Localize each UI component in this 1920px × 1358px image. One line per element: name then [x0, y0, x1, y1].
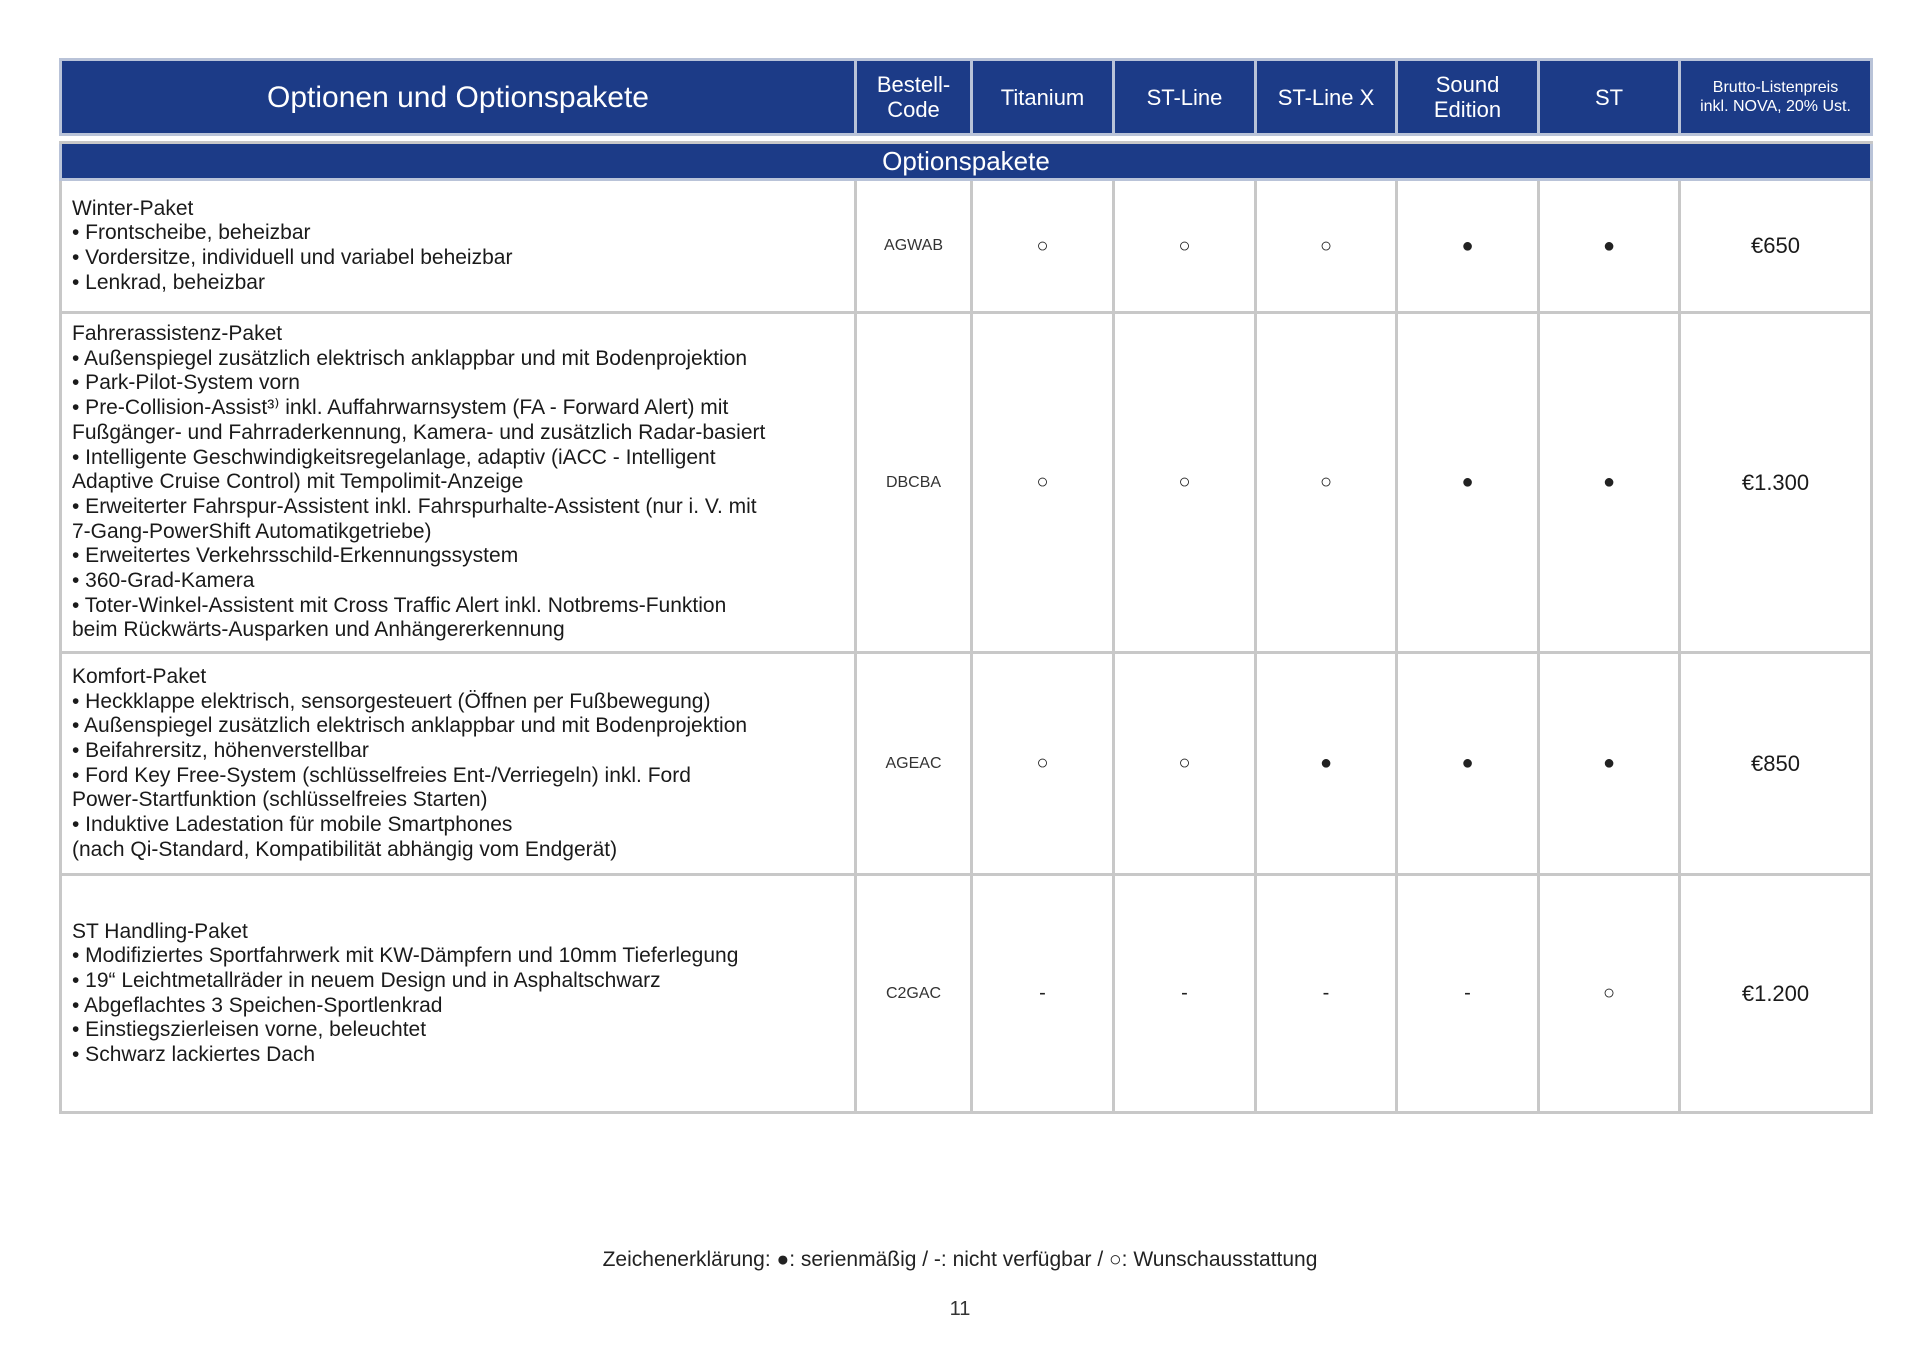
package-name: Fahrerassistenz-Paket [72, 322, 283, 345]
header-st-line: ST-Line [1114, 60, 1256, 135]
package-feature: • Beifahrersitz, höhenverstellbar [72, 738, 369, 762]
package-feature: • 360-Grad-Kamera [72, 569, 255, 593]
order-code: DBCBA [856, 313, 972, 653]
package-feature: • Pre-Collision-Assist³⁾ inkl. Auffahrwarnsystem (FA - Forward Alert) mit [72, 396, 729, 420]
availability-mark: ○ [1539, 875, 1680, 1113]
package-description [61, 180, 856, 313]
availability-mark: ○ [1114, 653, 1256, 875]
availability-mark: ○ [1114, 180, 1256, 313]
package-feature: Fußgänger- und Fahrraderkennung, Kamera- und zusätzlich Radar-basiert [72, 420, 766, 444]
order-code: AGWAB [856, 180, 972, 313]
package-description [61, 875, 856, 1113]
package-feature: • Lenkrad, beheizbar [72, 270, 265, 294]
availability-mark: ● [1397, 313, 1539, 653]
availability-mark: - [1114, 875, 1256, 1113]
package-feature: • Erweiterter Fahrspur-Assistent inkl. Fahrspurhalte-Assistent (nur i. V. mit [72, 494, 757, 518]
package-feature: • Park-Pilot-System vorn [72, 371, 300, 395]
package-feature: • Heckklappe elektrisch, sensorgesteuert (Öffnen per Fußbewegung) [72, 689, 711, 713]
availability-mark: ○ [1256, 313, 1397, 653]
availability-mark: ○ [1256, 180, 1397, 313]
header-row [61, 60, 1872, 135]
package-description [61, 653, 856, 875]
availability-mark: - [972, 875, 1114, 1113]
table-title: Optionen und Optionspakete [61, 60, 856, 135]
package-name: ST Handling-Paket [72, 919, 248, 943]
package-feature: beim Rückwärts-Ausparken und Anhängererkennung [72, 618, 565, 642]
availability-mark: ○ [972, 313, 1114, 653]
package-feature: • Induktive Ladestation für mobile Smartphones [72, 813, 513, 837]
availability-mark: ● [1539, 653, 1680, 875]
package-name: Komfort-Paket [72, 664, 207, 688]
availability-mark: - [1256, 875, 1397, 1113]
availability-mark: - [1397, 875, 1539, 1113]
package-feature: • Ford Key Free-System (schlüsselfreies Ent-/Verriegeln) inkl. Ford [72, 763, 691, 787]
package-feature: • Frontscheibe, beheizbar [72, 221, 311, 245]
header-price: Brutto-Listenpreis inkl. NOVA, 20% Ust. [1680, 60, 1872, 135]
availability-mark: ● [1397, 180, 1539, 313]
availability-mark: ● [1397, 653, 1539, 875]
availability-mark: ○ [972, 180, 1114, 313]
package-feature: • Abgeflachtes 3 Speichen-Sportlenkrad [72, 993, 443, 1017]
package-feature: • Vordersitze, individuell und variabel beheizbar [72, 246, 513, 269]
header-titanium: Titanium [972, 60, 1114, 135]
package-name: Winter-Paket [72, 196, 194, 220]
package-price: €850 [1680, 653, 1872, 875]
table-row [61, 875, 1872, 1113]
package-feature: 7-Gang-PowerShift Automatikgetriebe) [72, 519, 432, 543]
package-feature: • Erweitertes Verkehrsschild-Erkennungssystem [72, 544, 519, 568]
header-st: ST [1539, 60, 1680, 135]
package-feature: • Außenspiegel zusätzlich elektrisch anklappbar und mit Bodenprojektion [72, 346, 748, 370]
order-code: AGEAC [856, 653, 972, 875]
package-feature: • Einstiegszierleisen vorne, beleuchtet [72, 1018, 427, 1042]
availability-mark: ● [1256, 653, 1397, 875]
table-row [61, 180, 1872, 313]
package-feature: (nach Qi-Standard, Kompatibilität abhängig vom Endgerät) [72, 837, 618, 861]
table-row [61, 313, 1872, 653]
availability-mark: ● [1539, 180, 1680, 313]
package-feature: • 19“ Leichtmetallräder in neuem Design und in Asphaltschwarz [72, 968, 661, 992]
table-row [61, 653, 1872, 875]
header-sound-edition: Sound Edition [1397, 60, 1539, 135]
availability-mark: ○ [972, 653, 1114, 875]
header-order-code: Bestell- Code [856, 60, 972, 135]
package-feature: • Toter-Winkel-Assistent mit Cross Traffic Alert inkl. Notbrems-Funktion [72, 593, 727, 617]
package-feature: • Modifiziertes Sportfahrwerk mit KW-Dämpfern und 10mm Tieferlegung [72, 944, 739, 968]
package-price: €650 [1680, 180, 1872, 313]
package-price: €1.300 [1680, 313, 1872, 653]
availability-mark: ● [1539, 313, 1680, 653]
package-feature: • Intelligente Geschwindigkeitsregelanlage, adaptiv (iACC - Intelligent [72, 445, 716, 469]
package-description [61, 313, 856, 653]
header-st-line-x: ST-Line X [1256, 60, 1397, 135]
package-price: €1.200 [1680, 875, 1872, 1113]
package-feature: Adaptive Cruise Control) mit Tempolimit-Anzeige [72, 470, 524, 494]
package-feature: Power-Startfunktion (schlüsselfreies Starten) [72, 788, 488, 812]
section-title: Optionspakete [61, 143, 1872, 180]
package-feature: • Schwarz lackiertes Dach [72, 1043, 316, 1067]
order-code: C2GAC [856, 875, 972, 1113]
legend: Zeichenerklärung: ●: serienmäßig / -: nicht verfügbar / ○: Wunschausstattung [602, 1248, 1318, 1271]
section-header [61, 143, 1872, 180]
availability-mark: ○ [1114, 313, 1256, 653]
page-number: 11 [949, 1298, 971, 1320]
options-table [59, 58, 1873, 1114]
package-feature: • Außenspiegel zusätzlich elektrisch anklappbar und mit Bodenprojektion [72, 714, 748, 738]
